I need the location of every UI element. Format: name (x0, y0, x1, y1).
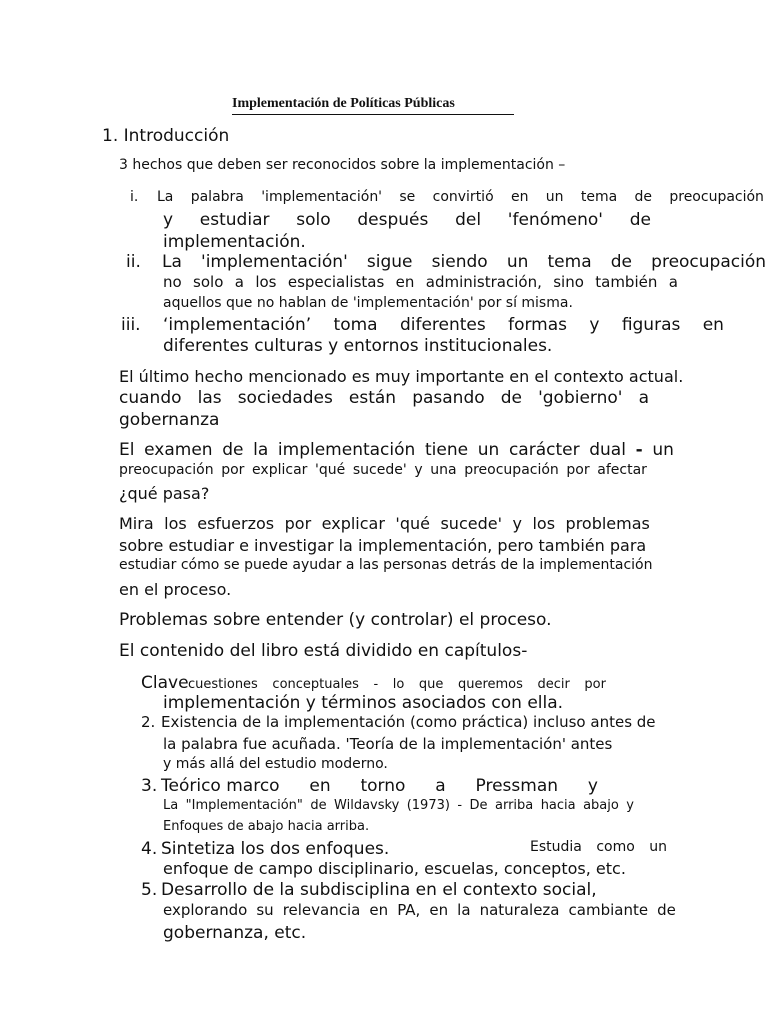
word: sucede' (440, 514, 502, 533)
word: un (545, 189, 564, 205)
document-title: Implementación de Políticas Públicas (232, 97, 514, 115)
word: y (626, 798, 634, 813)
word: lo (392, 677, 405, 692)
chapter-4-line-1-tail (530, 840, 667, 854)
word: estudiar (199, 210, 270, 230)
word: y (163, 210, 174, 230)
word: cuestiones (188, 677, 258, 692)
word: La (163, 798, 179, 813)
para-1-line-2 (119, 390, 649, 407)
word: y (414, 462, 423, 478)
word: un (649, 839, 667, 855)
word: cambiante (568, 901, 649, 919)
chapter-5-number: 5. (141, 880, 158, 900)
word: relevancia (282, 901, 361, 919)
word: a (234, 273, 244, 291)
para-2-line-2 (119, 463, 647, 477)
word: preocupación (464, 462, 559, 478)
word: 'qué (395, 514, 430, 533)
word: - (373, 677, 379, 692)
word: figuras (621, 315, 681, 335)
word: tema (547, 252, 592, 272)
word: sociedades (237, 388, 333, 408)
word: un (652, 440, 674, 460)
intro-line: 3 hechos que deben ser reconocidos sobre la implementación – (119, 157, 566, 173)
word: de (629, 210, 651, 230)
para-1-line-1: El último hecho mencionado es muy importante en el contexto actual. (119, 367, 684, 386)
word: queremos (457, 677, 523, 692)
word: en (309, 776, 331, 796)
word: 'gobierno' (538, 388, 623, 408)
word: Teórico marco (161, 776, 280, 796)
word: y (512, 514, 522, 533)
fact-3-numeral: iii. (121, 315, 141, 335)
word: siendo (431, 252, 488, 272)
para-2-line-1 (119, 442, 674, 459)
word: solo (193, 273, 224, 291)
word: solo (296, 210, 331, 230)
chapter-3-line-1 (161, 778, 598, 795)
word: un (477, 440, 500, 460)
word: abajo (583, 798, 619, 813)
chapter-5-line-3: gobernanza, etc. (163, 923, 307, 943)
word: tema (580, 189, 618, 205)
word: Pressman (475, 776, 559, 796)
para-1-line-3: gobernanza (119, 410, 220, 430)
word: 'implementación' (201, 252, 348, 272)
word: y (589, 315, 600, 335)
word: están (348, 388, 397, 408)
word: 'qué (315, 462, 346, 478)
word: a (435, 776, 446, 796)
word: examen (144, 440, 213, 460)
word: una (430, 462, 457, 478)
word: preocupación (119, 462, 214, 478)
word: la (253, 440, 269, 460)
word: por (584, 677, 606, 692)
word: la (457, 901, 471, 919)
word: de (657, 901, 676, 919)
fact-3-line-2: diferentes culturas y entornos institucionales. (163, 336, 553, 356)
chapter-3-line-3: Enfoques de abajo hacia arriba. (163, 819, 370, 834)
chapter-1-line-2: implementación y términos asociados con ella. (163, 693, 564, 713)
section-heading: 1. Introducción (102, 126, 230, 146)
word: Mira (119, 514, 154, 533)
word: 'fenómeno' (507, 210, 603, 230)
para-4: Problemas sobre entender (y controlar) el proceso. (119, 610, 552, 630)
para-2-line-3: ¿qué pasa? (119, 484, 210, 503)
word: torno (360, 776, 406, 796)
word: los (164, 514, 187, 533)
chapter-1-lead: Clave (141, 673, 189, 693)
word: también (595, 273, 658, 291)
word: formas (508, 315, 568, 335)
word: por (284, 514, 312, 533)
word: - (635, 440, 643, 460)
word: "Implementación" (185, 798, 303, 813)
word: no (163, 273, 182, 291)
word: sucede' (352, 462, 407, 478)
word: preocupación (669, 189, 764, 205)
word: diferentes (399, 315, 486, 335)
word: a (668, 273, 678, 291)
word: pasando (412, 388, 485, 408)
word: esfuerzos (197, 514, 275, 533)
word: El (119, 440, 135, 460)
word: afectar (597, 462, 647, 478)
word: De (469, 798, 488, 813)
word: decir (537, 677, 570, 692)
word: 'implementación' (261, 189, 383, 205)
word: sigue (366, 252, 413, 272)
word: administración, (425, 273, 542, 291)
word: convirtió (432, 189, 494, 205)
para-3-line-2: sobre estudiar e investigar la implementación, pero también para (119, 536, 647, 555)
word: en (395, 273, 415, 291)
chapter-3-number: 3. (141, 776, 158, 796)
chapter-2-number: 2. (141, 713, 156, 731)
fact-1-line-3: implementación. (163, 232, 306, 252)
chapter-2-line-2: la palabra fue acuñada. 'Teoría de la implementación' antes (163, 735, 613, 753)
fact-2-line-1 (162, 254, 766, 271)
word: y (587, 776, 598, 796)
fact-2-line-3: aquellos que no hablan de 'implementación' por sí misma. (163, 295, 573, 311)
word: en (510, 189, 529, 205)
word: Wildavsky (334, 798, 400, 813)
word: especialistas (287, 273, 385, 291)
word: como (596, 839, 635, 855)
fact-2-line-2 (163, 275, 678, 290)
word: por (221, 462, 245, 478)
word: explorando (163, 901, 248, 919)
chapter-1-line-1 (188, 678, 606, 691)
word: explicar (321, 514, 385, 533)
word: que (418, 677, 444, 692)
word: cuando (119, 388, 182, 408)
word: un (506, 252, 529, 272)
fact-2-numeral: ii. (126, 252, 141, 272)
word: palabra (190, 189, 244, 205)
word: en (369, 901, 389, 919)
word: toma (333, 315, 378, 335)
word: de (500, 388, 522, 408)
word: naturaleza (479, 901, 560, 919)
chapter-2-line-1: Existencia de la implementación (como práctica) incluso antes de (161, 713, 656, 731)
word: se (399, 189, 416, 205)
chapter-4-line-1: Sintetiza los dos enfoques. (161, 839, 390, 859)
word: ‘implementación’ (163, 315, 312, 335)
word: carácter (508, 440, 580, 460)
word: de (310, 798, 327, 813)
word: La (162, 252, 182, 272)
word: conceptuales (272, 677, 359, 692)
word: PA, (397, 901, 421, 919)
word: de (610, 252, 633, 272)
word: de (222, 440, 244, 460)
word: Estudia (530, 839, 582, 855)
para-3-line-1 (119, 516, 650, 532)
para-3-line-3: estudiar cómo se puede ayudar a las personas detrás de la implementación (119, 557, 653, 573)
para-5: El contenido del libro está dividido en capítulos- (119, 641, 528, 661)
word: tiene (424, 440, 469, 460)
word: implementación (277, 440, 416, 460)
word: dual (589, 440, 626, 460)
word: explicar (252, 462, 308, 478)
fact-1-line-2 (163, 212, 651, 229)
word: a (638, 388, 649, 408)
word: por (566, 462, 590, 478)
word: hacia (540, 798, 576, 813)
chapter-4-number: 4. (141, 839, 158, 859)
word: - (457, 798, 463, 813)
chapter-5-line-2 (163, 903, 676, 918)
word: (1973) (406, 798, 450, 813)
word: su (256, 901, 274, 919)
word: de (634, 189, 653, 205)
word: arriba (494, 798, 534, 813)
word: los (255, 273, 277, 291)
chapter-4-line-2: enfoque de campo disciplinario, escuelas, conceptos, etc. (163, 859, 626, 878)
word: preocupación (651, 252, 766, 272)
chapter-2-line-3: y más allá del estudio moderno. (163, 756, 388, 772)
word: La (157, 189, 174, 205)
fact-1-line-1 (157, 190, 764, 204)
word: en (429, 901, 449, 919)
chapter-5-line-1: Desarrollo de la subdisciplina en el contexto social, (161, 880, 597, 900)
word: problemas (565, 514, 650, 533)
fact-3-line-1 (163, 317, 724, 334)
word: en (702, 315, 724, 335)
para-3-line-4: en el proceso. (119, 580, 232, 599)
word: sino (553, 273, 584, 291)
word: las (197, 388, 222, 408)
fact-1-numeral: i. (130, 189, 139, 205)
word: después (357, 210, 429, 230)
chapter-3-line-2 (163, 799, 634, 812)
word: del (455, 210, 482, 230)
word: los (532, 514, 556, 533)
